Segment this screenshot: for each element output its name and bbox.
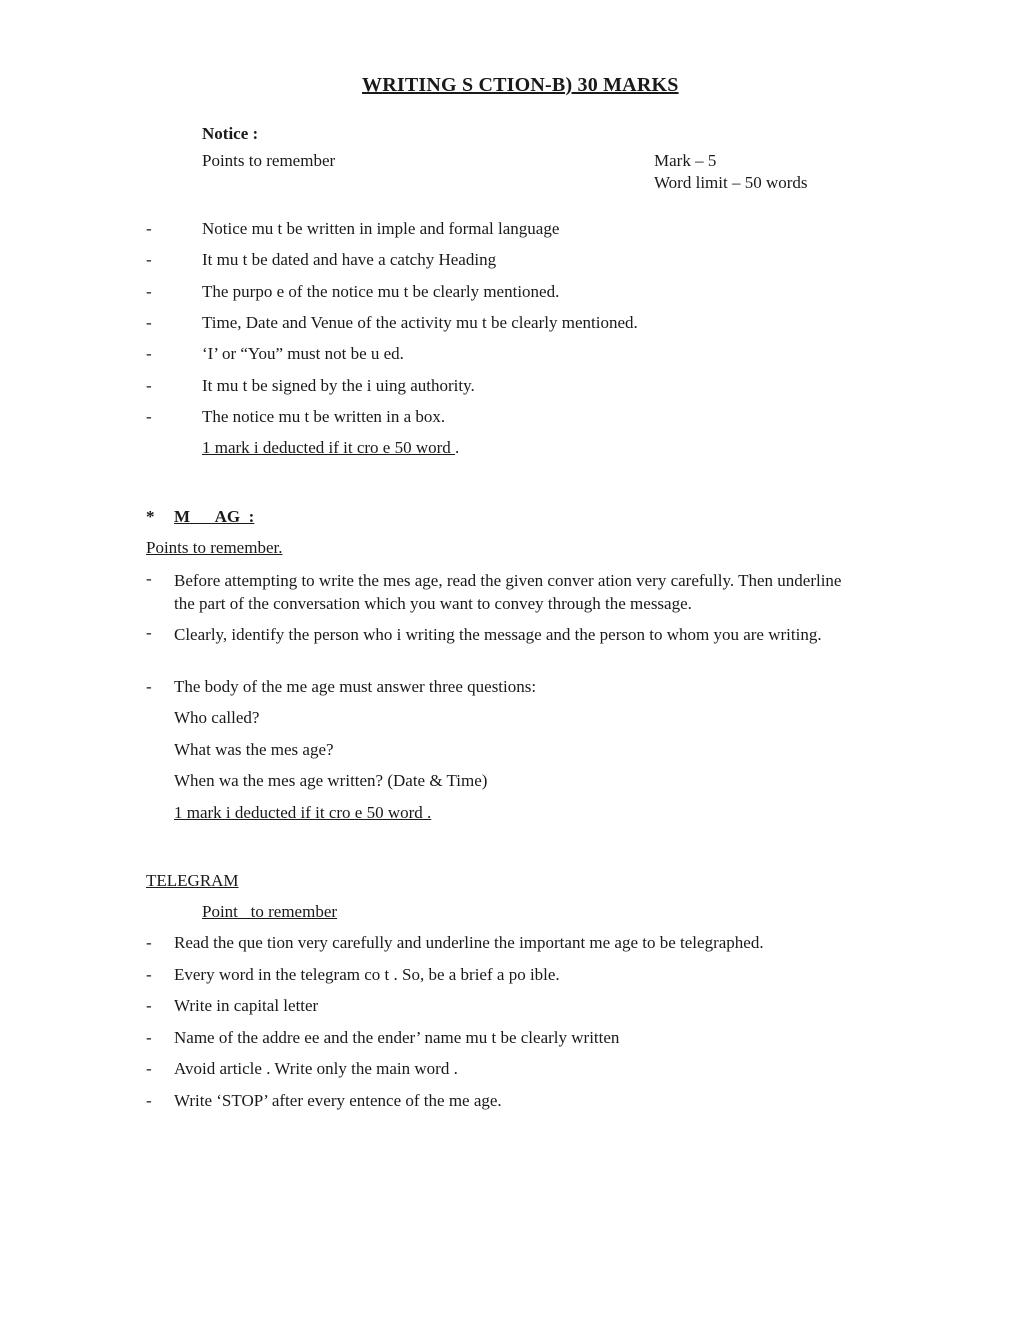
bullet-dash: - xyxy=(146,569,152,588)
list-item: The notice mu t be written in a box. xyxy=(202,407,446,426)
notice-points-label: Points to remember xyxy=(202,151,336,170)
bullet-dash: - xyxy=(146,933,152,952)
list-item: It mu t be signed by the i uing authority. xyxy=(202,376,475,395)
notice-mark: Mark – 5 xyxy=(654,151,717,170)
notice-deduction-end: . xyxy=(455,438,460,457)
notice-heading: Notice : xyxy=(202,124,259,143)
bullet-dash: - xyxy=(146,1028,152,1047)
list-item: The body of the me age must answer three questions: xyxy=(174,677,537,696)
bullet-dash: - xyxy=(146,344,152,363)
list-item: Clearly, identify the person who i writing the message and the person to whom you are writing. xyxy=(174,625,822,644)
message-deduction: 1 mark i deducted if it cro e 50 word . xyxy=(174,803,432,822)
bullet-dash: - xyxy=(146,313,152,332)
notice-deduction-text: 1 mark i deducted if it cro e 50 word xyxy=(202,438,456,457)
bullet-dash: - xyxy=(146,282,152,301)
bullet-dash: - xyxy=(146,996,152,1015)
list-item: ‘I’ or “You” must not be u ed. xyxy=(202,344,404,363)
message-heading: M AG : xyxy=(174,507,255,526)
bullet-dash: - xyxy=(146,407,152,426)
list-item: Time, Date and Venue of the activity mu t be clearly mentioned. xyxy=(202,313,638,332)
telegram-heading: TELEGRAM xyxy=(146,871,239,890)
list-item: Every word in the telegram co t . So, be a brief a po ible. xyxy=(174,965,560,984)
message-question: Who called? xyxy=(174,708,260,727)
list-item: Write in capital letter xyxy=(174,996,319,1015)
list-item: The purpo e of the notice mu t be clearly mentioned. xyxy=(202,282,560,301)
message-question: When wa the mes age written? (Date & Time) xyxy=(174,771,488,790)
bullet-dash: - xyxy=(146,1091,152,1110)
notice-deduction xyxy=(202,438,459,458)
bullet-dash: - xyxy=(146,219,152,238)
list-item: Avoid article . Write only the main word . xyxy=(174,1059,458,1078)
telegram-points-label: Point to remember xyxy=(202,902,338,921)
list-item: Before attempting to write the mes age, read the given conver ation very carefully. Then underline the part of the conversation which you want to convey through the message. xyxy=(174,571,842,613)
page-title: WRITING S CTION-B) 30 MARKS xyxy=(362,74,679,96)
list-item: Notice mu t be written in imple and formal language xyxy=(202,219,560,238)
list-item: Name of the addre ee and the ender’ name mu t be clearly written xyxy=(174,1028,620,1047)
message-points-label: Points to remember. xyxy=(146,538,283,557)
message-question: What was the mes age? xyxy=(174,740,334,759)
notice-word-limit: Word limit – 50 words xyxy=(654,173,808,192)
bullet-dash: - xyxy=(146,376,152,395)
bullet-dash: - xyxy=(146,623,152,642)
bullet-dash: - xyxy=(146,965,152,984)
bullet-dash: - xyxy=(146,677,152,696)
list-item: It mu t be dated and have a catchy Heading xyxy=(202,250,497,269)
list-item: Write ‘STOP’ after every entence of the me age. xyxy=(174,1091,502,1110)
list-item: Read the que tion very carefully and underline the important me age to be telegraphed. xyxy=(174,933,764,952)
bullet-dash: - xyxy=(146,1059,152,1078)
message-star: * xyxy=(146,507,155,526)
bullet-dash: - xyxy=(146,250,152,269)
